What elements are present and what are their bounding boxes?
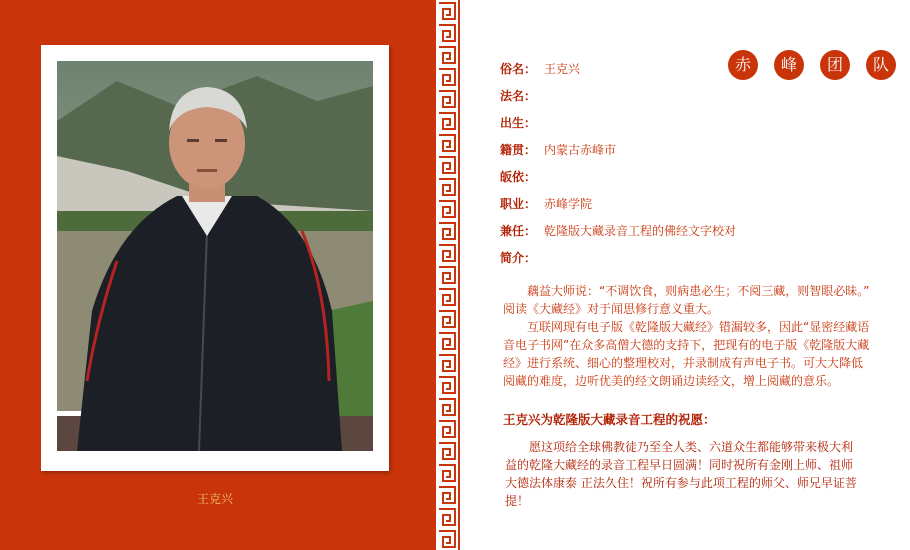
field-label: 籍贯： bbox=[500, 143, 537, 157]
team-char: 峰 bbox=[774, 50, 804, 80]
field-intro bbox=[500, 249, 736, 276]
fret-pattern bbox=[436, 0, 458, 550]
field-label: 俗名： bbox=[500, 62, 537, 76]
wish-text bbox=[505, 438, 861, 510]
team-char: 赤 bbox=[728, 50, 758, 80]
border-line bbox=[458, 0, 460, 550]
team-char: 团 bbox=[820, 50, 850, 80]
field-label: 简介： bbox=[500, 251, 537, 265]
profile-fields bbox=[500, 60, 736, 276]
field-value: 内蒙古赤峰市 bbox=[544, 143, 617, 157]
team-char: 队 bbox=[866, 50, 896, 80]
field-occupation bbox=[500, 195, 736, 222]
intro-text bbox=[503, 282, 871, 390]
field-label: 职业： bbox=[500, 197, 537, 211]
field-value: 赤峰学院 bbox=[544, 197, 593, 211]
intro-paragraph: 藕益大师说：“不调饮食，则病患必生；不阅三藏，则智眼必昧。” 阅读《大藏经》对于闻思修行意义重大。 bbox=[503, 284, 870, 316]
field-value: 乾隆版大藏录音工程的佛经文字校对 bbox=[544, 224, 737, 238]
field-label: 兼任： bbox=[500, 224, 537, 238]
field-secular-name bbox=[500, 60, 736, 87]
team-badges bbox=[728, 50, 896, 80]
field-birth bbox=[500, 114, 736, 141]
field-label: 法名： bbox=[500, 89, 537, 103]
wish-paragraph: 愿这项给全球佛教徒乃至全人类、六道众生都能够带来极大利益的乾隆大藏经的录音工程早日圆满！同时祝所有金刚上师、祖师大德法体康泰 正法久住！祝所有参与此项工程的师父、师兄早证菩提！ bbox=[505, 440, 857, 508]
field-label: 皈依： bbox=[500, 170, 537, 184]
field-concurrent-role bbox=[500, 222, 736, 249]
field-dharma-name bbox=[500, 87, 736, 114]
decorative-border bbox=[434, 0, 460, 550]
photo-caption: 王克兴 bbox=[196, 492, 233, 506]
field-hometown bbox=[500, 141, 736, 168]
field-refuge bbox=[500, 168, 736, 195]
field-label: 出生： bbox=[500, 116, 537, 130]
wish-heading: 王克兴为乾隆版大藏录音工程的祝愿： bbox=[503, 412, 716, 427]
photo-frame bbox=[41, 45, 389, 471]
left-panel bbox=[0, 0, 434, 550]
portrait-photo bbox=[57, 61, 373, 451]
intro-paragraph: 互联网现有电子版《乾隆版大藏经》错漏较多，因此“显密经藏语音电子书网”在众多高僧大德的支持下，把现有的电子版《乾隆版大藏经》进行系统、细心的整理校对，并录制成有声电子书。可大大降低阅藏的难度，边听优美的经文朗诵边读经文，增上阅藏的意乐。 bbox=[503, 320, 870, 388]
field-value: 王克兴 bbox=[544, 62, 581, 76]
